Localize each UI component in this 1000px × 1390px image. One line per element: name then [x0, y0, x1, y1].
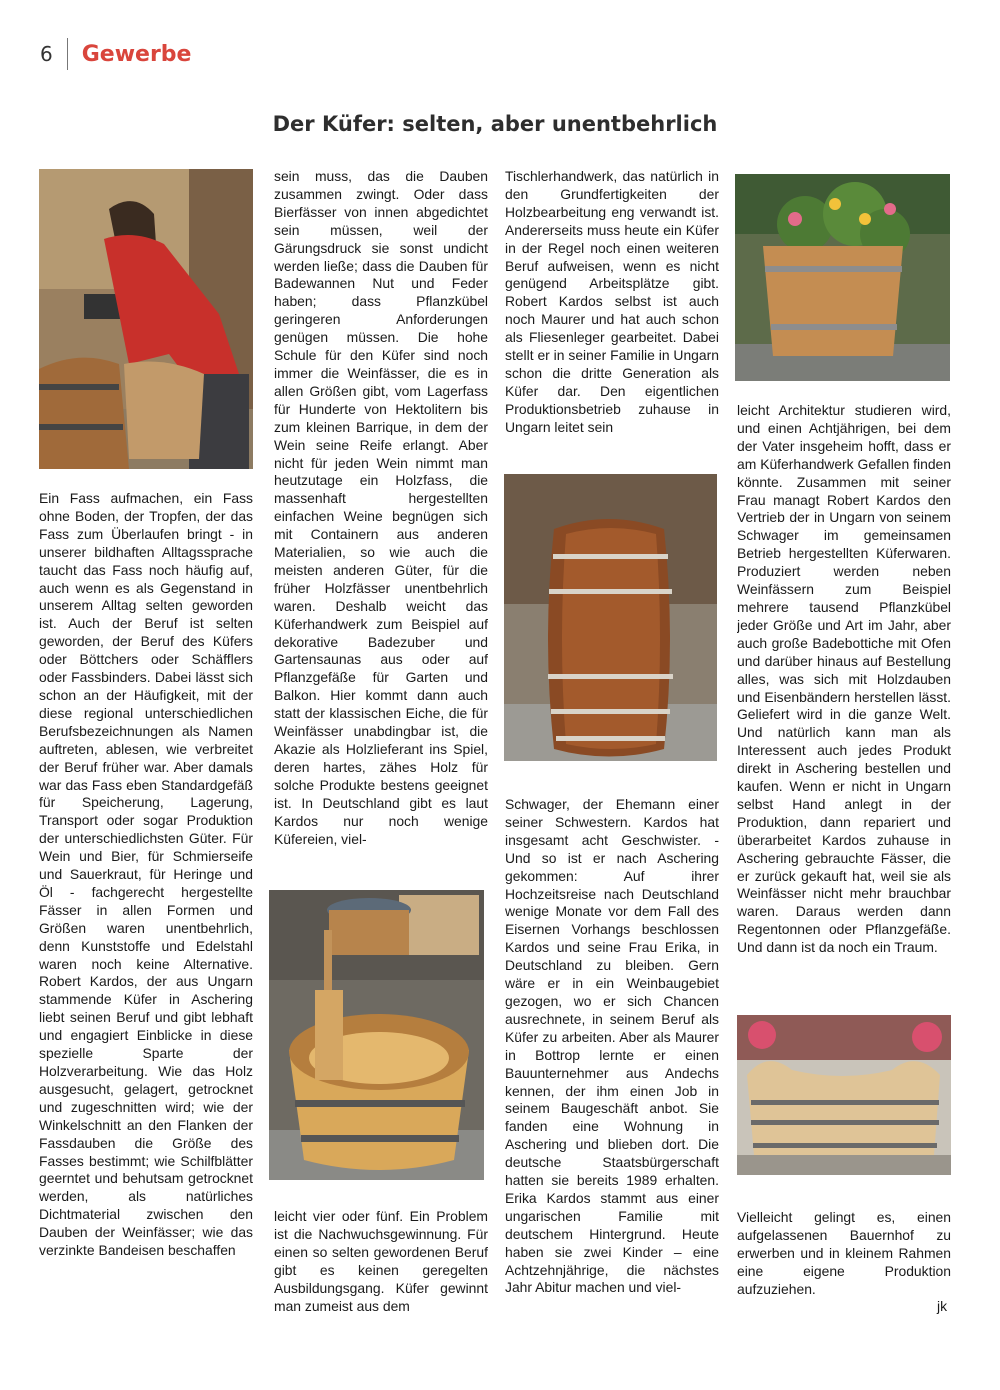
photo-wooden-trough: [737, 1015, 951, 1175]
column-1-text: Ein Fass aufmachen, ein Fass ohne Boden, der Tropfen, der das Fass zum Überlaufen bringt - in unserer bildhaften Alltagssprache taucht das Fass noch häufig auf, auch wenn es als Gegenstand in unserem Alltag selten geworden ist. Auch der Beruf ist selten geworden, der Beruf des Küfers oder Böttchers oder Schäfflers oder Fassbinders. Dabei lässt sich schon an der Häufigkeit, mit der diese regional unterschiedlichen Berufsbezeichnungen als Namen auftreten, ablesen, wie verbreitet der Beruf früher war. Aber damals war das Fass eben Standardgefäß für Speicherung, Lagerung, Transport oder sogar Produktion der unterschiedlichsten Güter. Für Wein und Bier, für Schmierseife und Sauerkraut, für Heringe und Öl - fachgerecht hergestellte Fässer in allen Formen und Größen waren unentbehrlich, denn Kunststoffe und Edelstahl waren noch keine Alternative. Robert Kardos, der aus Ungarn stammende Küfer in Aschering liebt seinen Beruf und gibt lebhaft und engagiert Einblicke in diese spezielle Sparte der Holzverarbeitung. Wie das Holz ausgesucht, gelagert, getrocknet und zugeschnitten wird; wie der Winkelschnitt an den Flanken der Fassdauben die Größe des Fasses bestimmt; wie Schilfblätter geerntet und behutsam getrocknet werden, als natürliches Dichtmaterial zwischen den Dauben der Weinfässer; wie das verzinkte Bandeisen beschaffen: [39, 490, 253, 1259]
page-number: 6: [40, 38, 68, 70]
column-3-text-bottom: Schwager, der Ehemann einer seiner Schwestern. Kardos hat insgesamt acht Geschwister. - Und so ist er nach Aschering gekommen: Auf ihrer Hochzeitsreise nach Deutschland wenige Monate vor dem Fall des Eisernen Vorhangs beschlossen Kardos und seine Frau Erika, in Deutschland zu bleiben. Gern wäre er in ein Weinbaugebiet gezogen, wo er sich Chancen ausrechnete, in seinem Beruf als Küfer zu arbeiten. Aber als Maurer in Bottrop lernte er einen Bauunternehmer aus Andechs kennen, der ihm einen Job in seinem Baugeschäft anbot. Sie fanden eine Wohnung in Aschering und blieben dort. Die deutsche Staatsbürgerschaft hatten sie bereits 1989 erhalten. Erika Kardos stammt aus einer ungarischen Familie mit deutschem Hintergrund. Heute haben sie zwei Kinder – eine Achtzehnjährige, die nächstes Jahr Abitur machen und viel-: [505, 796, 719, 1296]
article-headline: Der Küfer: selten, aber unentbehrlich: [272, 112, 718, 136]
photo-planter-with-flowers: [735, 174, 950, 381]
photo-cooper-at-work: [39, 169, 253, 469]
page-header: [40, 36, 191, 72]
photo-wooden-hot-tub: [269, 890, 484, 1180]
section-title: Gewerbe: [81, 41, 192, 67]
column-2-text-bottom: leicht vier oder fünf. Ein Problem ist die Nachwuchsgewinnung. Für einen so selten gewordenen Beruf gibt es keinen geregelten Ausbildungsgang. Küfer gewinnt man zumeist aus dem: [274, 1208, 488, 1314]
photo-wine-barrel: [504, 474, 717, 761]
author-signature: jk: [937, 1298, 948, 1314]
column-4-text-top: leicht Architektur studieren wird, und einen Achtjährigen, bei dem der Vater insgeheim hofft, dass er am Küferhandwerk Gefallen finden könnte. Zusammen mit seiner Frau managt Robert Kardos den Vertrieb der in Ungarn von seinem Schwager im gemeinsamen Betrieb hergestellten Küferwaren. Produziert werden neben Weinfässern zum Beispiel mehrere tausend Pflanzkübel jeder Größe und Art im Jahr, aber auch große Badebottiche mit Ofen und darüber hinaus auf Bestellung alles, was sich mit Holzdauben und Eisenbändern herstellen lässt. Geliefert wird in die ganze Welt. Und natürlich kann man als Interessent auch jedes Produkt direkt in Aschering bestellen und kaufen. Wenn er nicht in Ungarn selbst Hand anlegt in der Produktion, dann repariert und überarbeitet Kardos zuhause in Aschering gebrauchte Fässer, die er zurück gekauft hat, weil sie als Weinfässer nicht mehr brauchbar waren. Daraus werden dann Regentonnen oder Pflanzgefäße. Und dann ist da noch ein Traum.: [737, 402, 951, 956]
column-3-text-top: Tischlerhandwerk, das natürlich in den Grundfertigkeiten der Holzbearbeitung eng verwandt ist. Andererseits muss heute ein Küfer in der Regel noch einen weiteren Beruf aufweisen, wenn es nicht genügend Arbeitsplätze gibt. Robert Kardos selbst ist auch noch Maurer und hat auch schon als Fliesenleger gearbeitet. Dabei stellt er in seiner Familie in Ungarn schon die dritte Generation als Küfer dar. Den eigentlichen Produktionsbetrieb zuhause in Ungarn leitet sein: [505, 168, 719, 435]
column-2-text-top: sein muss, das die Dauben zusammen zwingt. Oder dass Bierfässer von innen abgedichtet sein müssen, weil der Gärungsdruck sie sonst undicht werden ließe; dass die Dauben für Badewannen Nut und Feder haben; dass Pflanzkübel geringeren Anforderungen genügen müssen. Die hohe Schule für den Küfer sind noch immer die Weinfässer, die es in allen Größen gibt, vom Lagerfass für Hunderte von Hektolitern bis zum kleinen Barrique, in dem der Wein seine Reife erlangt. Aber nicht für jeden Wein nimmt man heutzutage ein Holzfass, die massenhaft hergestellten einfachen Weine begnügen sich mit Containern aus anderen Materialien, so wie auch die meisten anderen Güter, für die früher Holzfässer unentbehrlich waren. Deshalb weicht das Küferhandwerk zum Beispiel auf dekorative Badezuber und Gartensaunas aus oder auf Pflanzgefäße für Garten und Balkon. Hier kommt dann auch statt der klassischen Eiche, die für Weinfässer unabdingbar ist, die Akazie als Holzlieferant ins Spiel, deren hartes, zähes Holz für solche Produkte bestens geeignet ist. In Deutschland gibt es laut Kardos nur noch wenige Küfereien, viel-: [274, 168, 488, 847]
column-4-text-bottom: Vielleicht gelingt es, einen aufgelassenen Bauernhof zu erwerben und in kleinem Rahmen eine eigene Produktion aufzuziehen.: [737, 1209, 951, 1297]
